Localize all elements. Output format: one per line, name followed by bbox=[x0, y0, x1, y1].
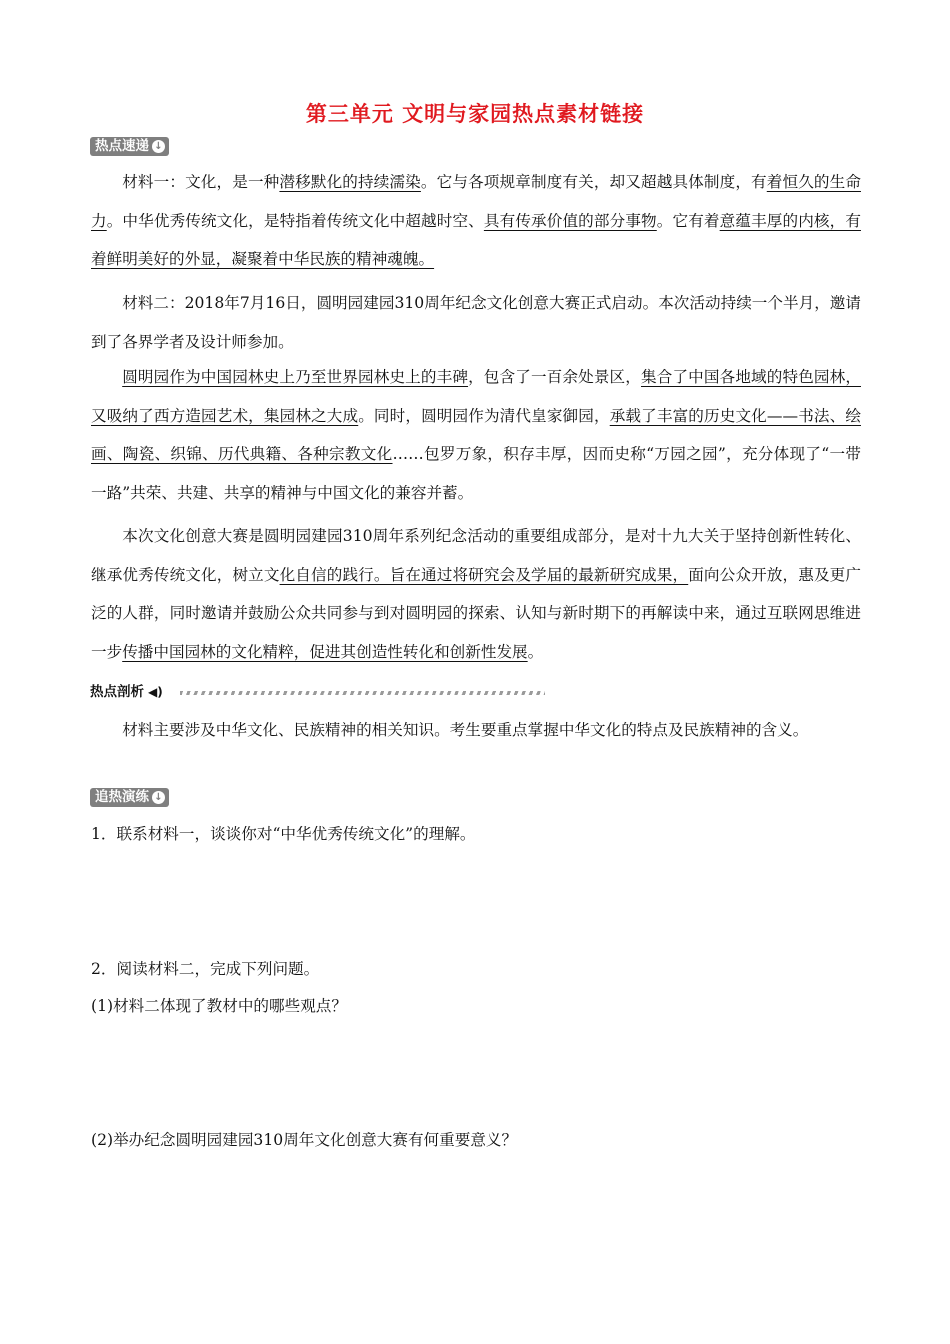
text-span: 。中华优秀传统文化，是特指着传统文化中超越时空、 bbox=[106, 211, 484, 230]
hot-analysis-header bbox=[90, 682, 870, 702]
question-2: 2．阅读材料二，完成下列问题。 bbox=[91, 960, 320, 978]
underlined-text: 圆明园作为中国园林史上乃至世界园林史上的丰碑 bbox=[122, 368, 469, 386]
underlined-text: 化自信的践行。旨在通过将研究会及学届的最新研究成果， bbox=[279, 565, 689, 584]
question-1: 1．联系材料一，谈谈你对“中华优秀传统文化”的理解。 bbox=[91, 825, 476, 843]
practice-badge bbox=[90, 788, 169, 807]
practice-label: 追热演练 bbox=[95, 789, 149, 805]
material-2-paragraph-2 bbox=[91, 358, 861, 512]
dotted-divider bbox=[180, 691, 545, 695]
underlined-text: 着恒久的生命力 bbox=[91, 173, 861, 230]
analysis-paragraph: 材料主要涉及中华文化、民族精神的相关知识。考生要重点掌握中华文化的特点及民族精神的含义。 bbox=[122, 721, 809, 739]
hot-overview-badge bbox=[90, 137, 169, 156]
text-span: 面向公众开放，惠及更广泛的人群，同时邀请并鼓励公众共同参与到对圆明园的探索、认知与新时期下的再解读中来，通过互联网思维进一步 bbox=[91, 565, 861, 661]
download-arrow-icon: ↓ bbox=[152, 791, 165, 804]
text-span: 。同时，圆明园作为清代皇家御园， bbox=[358, 406, 610, 425]
text-span: 。它有着 bbox=[656, 211, 720, 230]
page-title: 第三单元 文明与家园热点素材链接 bbox=[305, 102, 645, 126]
underlined-text: 传播中国园林的文化精粹，促进其创造性转化和创新性发展 bbox=[122, 642, 528, 661]
download-arrow-icon: ↓ bbox=[152, 140, 165, 153]
question-2-part-2: (2)举办纪念圆明园建园310周年文化创意大赛有何重要意义？ bbox=[91, 1131, 518, 1149]
text-span: 。它与各项规章制度有关，却又超越具体制度，有 bbox=[420, 173, 767, 191]
text-span: ，包含了一百余处景区， bbox=[468, 368, 641, 386]
question-2-part-1: (1)材料二体现了教材中的哪些观点？ bbox=[91, 997, 347, 1015]
underlined-text: 具有传承价值的部分事物 bbox=[483, 211, 657, 230]
underlined-text: 承载了丰富的历史文化——书法、绘画、陶瓷、织锦、历代典籍、各种宗教文化 bbox=[91, 406, 861, 464]
hot-overview-label: 热点速递 bbox=[95, 138, 149, 154]
text-span: 材料一：文化，是一种 bbox=[122, 173, 280, 191]
underlined-text: 意蕴丰厚的内核，有着鲜明美好的外显，凝聚着中华民族的精神魂魄。 bbox=[91, 211, 861, 269]
material-2-paragraph-1: 材料二：2018年7月16日，圆明园建园310周年纪念文化创意大赛正式启动。本次活动持续一个半月，邀请到了各界学者及设计师参加。 bbox=[91, 294, 861, 351]
text-span: ……包罗万象，积存丰厚，因而史称“万园之园”，充分体现了“一带一路”共荣、共建、共享的精神与中国文化的兼容并蓄。 bbox=[91, 445, 861, 502]
material-2-paragraph-3 bbox=[91, 517, 861, 671]
underlined-text: 集合了中国各地域的特色园林，又吸纳了西方造园艺术，集园林之大成 bbox=[91, 368, 861, 425]
text-span: 。 bbox=[527, 642, 544, 661]
hot-analysis-label: 热点剖析 bbox=[90, 684, 144, 700]
text-span: 本次文化创意大赛是圆明园建园310周年系列纪念活动的重要组成部分，是对十九大关于坚持创新性转化、继承优秀传统文化，树立文 bbox=[91, 527, 861, 584]
underlined-text: 潜移默化的持续濡染 bbox=[279, 173, 421, 191]
speaker-icon: ◀) bbox=[148, 685, 163, 699]
material-1-paragraph bbox=[91, 163, 861, 279]
